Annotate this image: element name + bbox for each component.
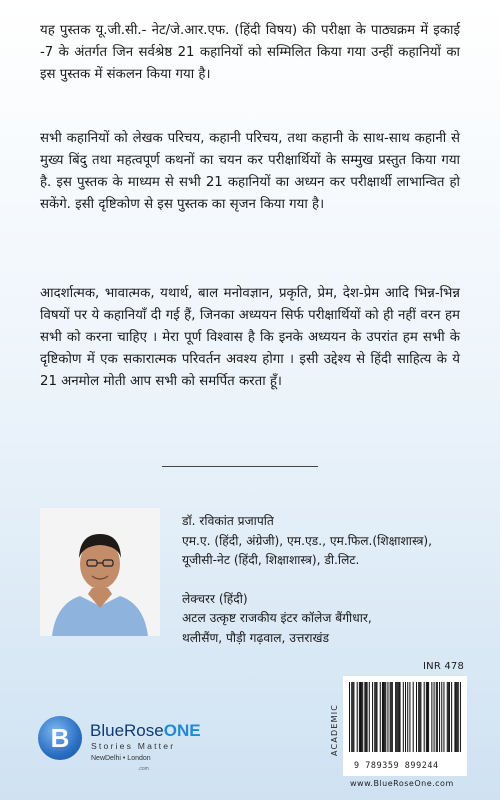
isbn-number: 9 789359 899244 xyxy=(354,760,439,770)
publisher-website: www.BlueRoseOne.com xyxy=(350,779,454,788)
blurb-paragraph-2: सभी कहानियों को लेखक परिचय, कहानी परिचय, तथा कहानी के साथ-साथ कहानी से मुख्य बिंदु तथा महत्वपूर्ण कथनों का चयन कर परीक्षार्थियों के सम्मुख प्रस्तुत किया गया है. इस पुस्तक के माध्यम से सभी 21 कहानियों का अध्यन कर परीक्षार्थी लाभान्वित हो सकेंगे. इसी दृष्टिकोण से इस पुस्तक का सृजन किया गया है। xyxy=(40,131,460,212)
author-name: डॉ. रविकांत प्रजापति xyxy=(182,514,274,528)
author-portrait-icon xyxy=(40,508,160,636)
author-photo xyxy=(40,508,160,636)
category-label xyxy=(330,690,342,760)
publisher-cities: NewDelhi • London xyxy=(91,755,151,762)
blurb-paragraph-1: यह पुस्तक यू.जी.सी.- नेट/जे.आर.एफ. (हिंदी विषय) की परीक्षा के पाठ्यक्रम में इकाई -7 के अंतर्गत जिन सर्वश्रेष्ठ 21 कहानियों को सम्मिलित किया गया उन्हीं कहानियों का इस पुस्तक में संकलन किया गया है। xyxy=(40,23,460,82)
price-label: INR 478 xyxy=(423,661,465,672)
author-degrees-line-1: एम.ए. (हिंदी, अंग्रेजी), एम.एड., एम.फिल.(शिक्षाशास्त्र), xyxy=(182,533,433,548)
author-location: थलीसैंण, पौड़ी गढ़वाल, उत्तराखंड xyxy=(182,630,330,645)
section-divider xyxy=(162,466,318,467)
isbn-barcode-icon xyxy=(343,676,467,756)
publisher-name-main: BlueRose xyxy=(90,721,164,740)
publisher-name-accent: ONE xyxy=(163,721,201,740)
publisher-logo-letter: B xyxy=(50,723,70,753)
author-college: अटल उत्कृष्ट राजकीय इंटर कॉलेज बैंगीधार, xyxy=(182,611,372,625)
publisher-logo xyxy=(38,712,248,772)
author-degrees-line-2: यूजीसी-नेट (हिंदी, शिक्षाशास्त्र), डी.लिट. xyxy=(182,553,360,567)
author-details xyxy=(182,512,432,648)
publisher-tagline: Stories Matter xyxy=(91,741,176,751)
publisher-name xyxy=(90,721,201,741)
author-position: लेक्चरर (हिंदी) xyxy=(182,591,248,606)
blurb-paragraph-3: आदर्शात्मक, भावात्मक, यथार्थ, बाल मनोवज्ञान, प्रकृति, प्रेम, देश-प्रेम आदि भिन्न-भिन्न विषयों पर ये कहानियाँ दी गई हैं, जिनका अध्ययन सिर्फ परीक्षार्थियों को ही नहीं वरन हम सभी को करना चाहिए । मेरा पूर्ण विश्वास है कि इनके अध्ययन के उपरांत हम सभी के दृष्टिकोण में एक सकारात्मक परिवर्तन अवश्य होगा । इसी उद्देश्य से हिंदी साहित्य के ये 21 अनमोल मोती आप सभी को समर्पित करता हूँ। xyxy=(40,286,460,389)
category-text: ACADEMIC xyxy=(330,703,339,756)
publisher-registered: .com xyxy=(138,766,149,772)
